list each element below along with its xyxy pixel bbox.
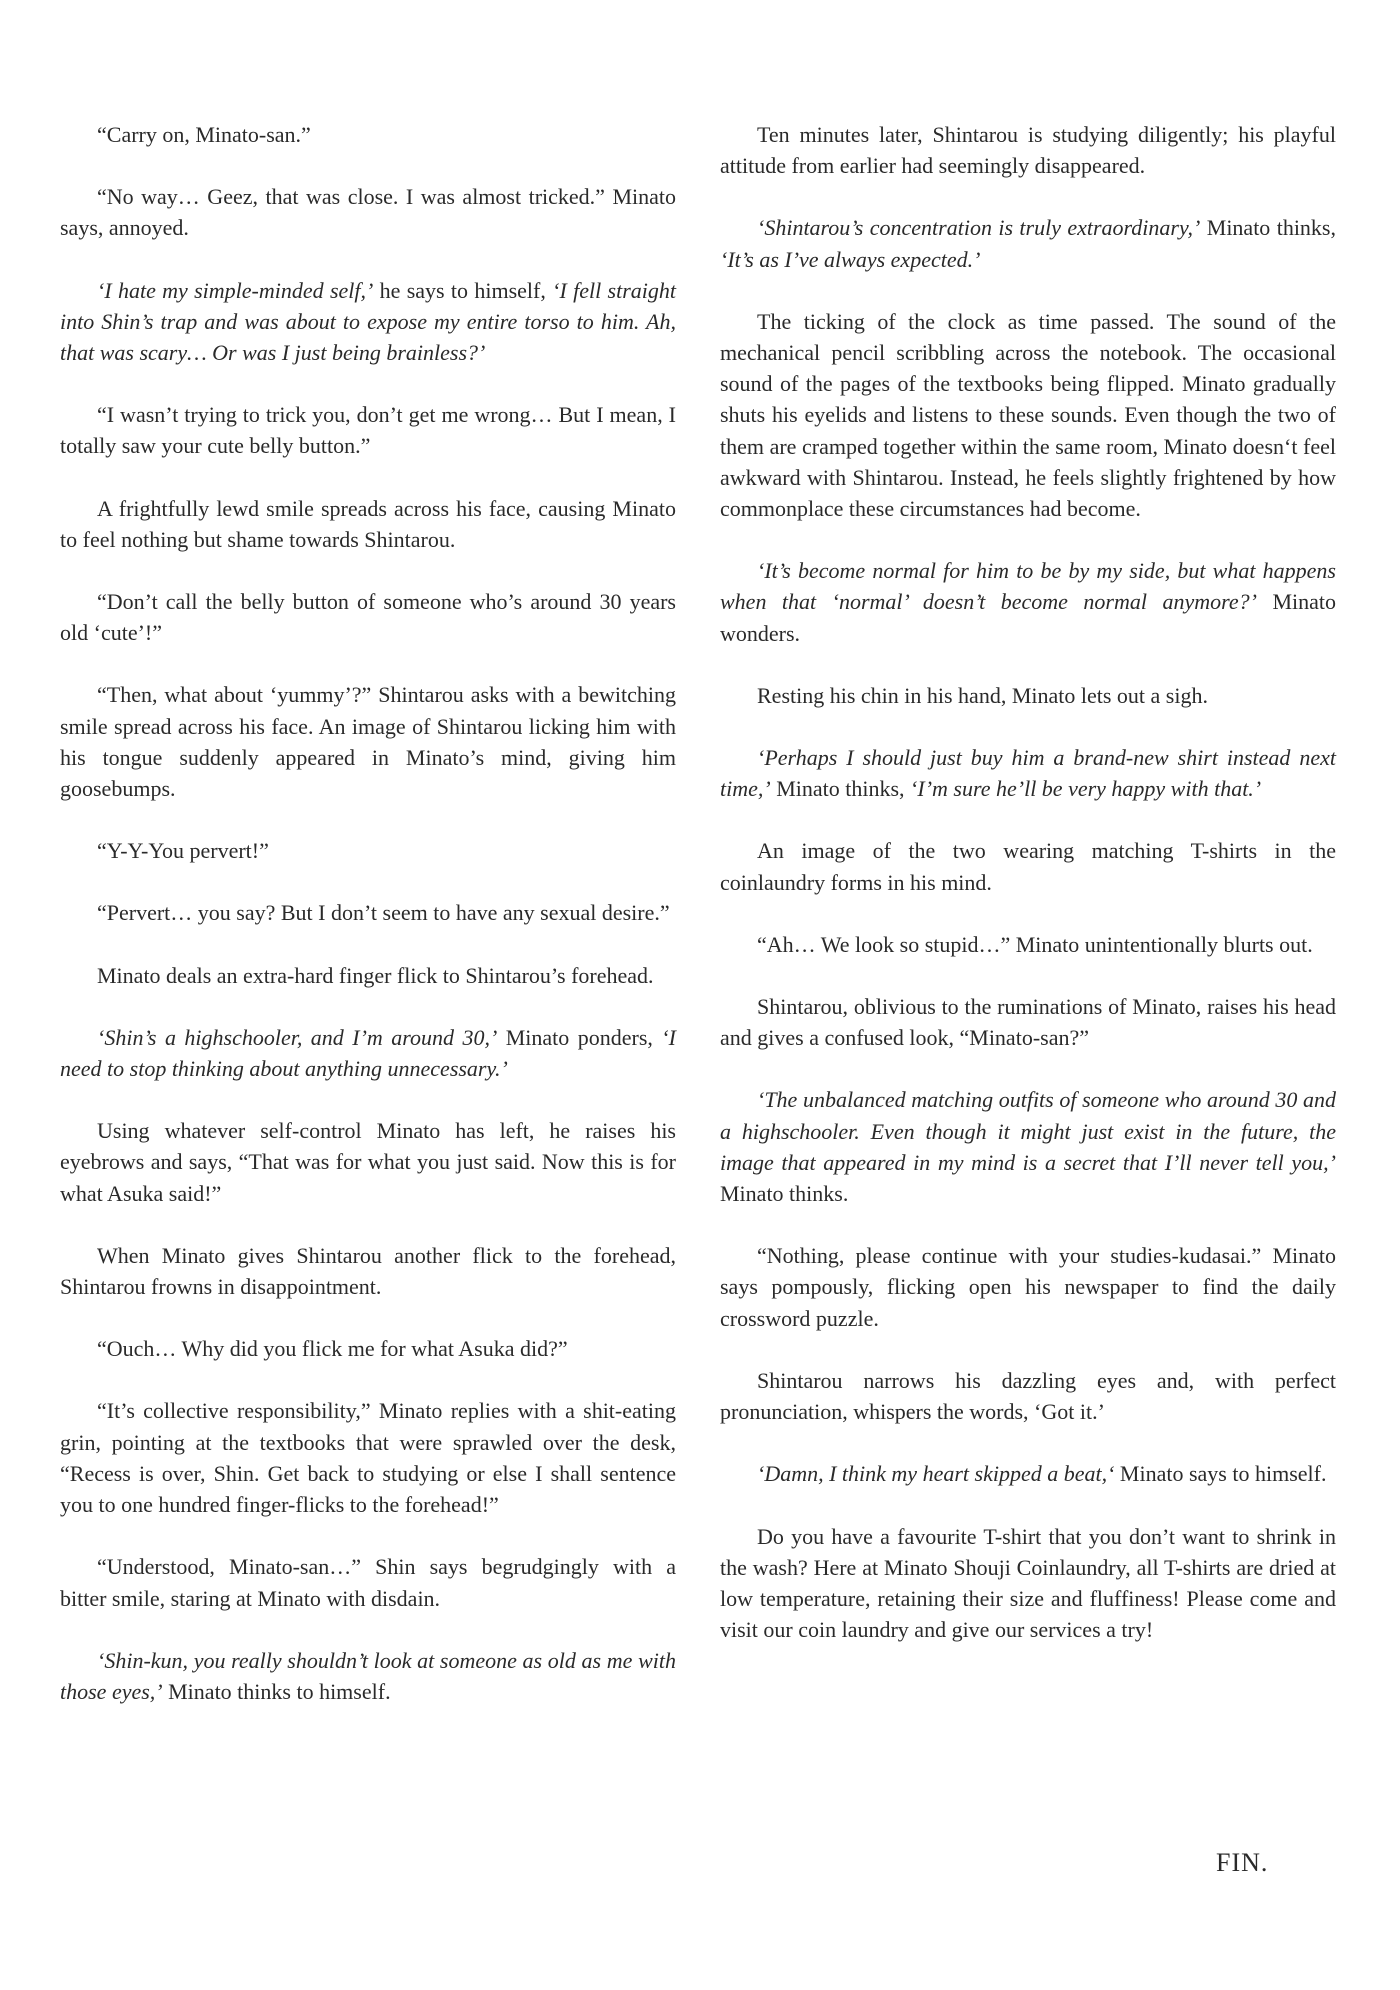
paragraph xyxy=(60,679,676,804)
paragraph xyxy=(720,119,1336,181)
narration-text: Ten minutes later, Shintarou is studying diligently; his playful attitude from earlier had seemingly disappeared. xyxy=(720,122,1336,179)
narration-text: he says to himself, xyxy=(373,277,553,303)
paragraph xyxy=(60,1333,676,1364)
paragraph xyxy=(60,399,676,461)
paragraph xyxy=(720,929,1336,960)
inner-thought-text: ‘I need to stop thinking about anything unnecessary.’ xyxy=(60,1024,677,1082)
narration-text: “Pervert… you say? But I don’t seem to have any sexual desire.” xyxy=(97,900,670,926)
narration-text: “It’s collective responsibility,” Minato replies with a shit-eating grin, pointing at the textbooks that were sprawled over the desk, “Recess is over, Shin. Get back to studying or else I shall sentence you to one hundred finger-flicks to the forehead!” xyxy=(60,1398,676,1518)
narration-text: The ticking of the clock as time passed. The sound of the mechanical pencil scribbling across the notebook. The occasional sound of the pages of the textbooks being flipped. Minato gradually shuts his eyelids and listens to these sounds. Even though the two of them are cramped together within the same room, Minato doesn‘t feel awkward with Shintarou. Instead, he feels slightly frightened by how commonplace these circumstances had become. xyxy=(720,308,1336,522)
narration-text: Do you have a favourite T-shirt that you don’t want to shrink in the wash? Here at Minato Shouji Coinlaundry, all T-shirts are dried at low temperature, retaining their size and fluffiness! Please come and visit our coin laundry and give our services a try! xyxy=(720,1523,1336,1643)
paragraph xyxy=(720,835,1336,897)
paragraph xyxy=(720,1084,1336,1209)
inner-thought-text: ‘I’m sure he’ll be very happy with that.’ xyxy=(910,776,1262,802)
narration-text: Minato ponders, xyxy=(497,1024,662,1050)
paragraph xyxy=(60,1240,676,1302)
paragraph xyxy=(60,1022,676,1084)
narration-text: Minato wonders. xyxy=(720,589,1336,646)
left-column xyxy=(60,119,676,1738)
narration-text: “No way… Geez, that was close. I was almost tricked.” Minato says, annoyed. xyxy=(60,184,676,241)
paragraph xyxy=(60,493,676,555)
narration-text: “Ah… We look so stupid…” Minato unintentionally blurts out. xyxy=(757,931,1313,957)
narration-text: Using whatever self-control Minato has left, he raises his eyebrows and says, “That was for what you just said. Now this is for what Asuka said!” xyxy=(60,1118,676,1206)
inner-thought-text: ‘Shin’s a highschooler, and I’m around 30,’ xyxy=(97,1024,498,1050)
inner-thought-text: ‘Damn, I think my heart skipped a beat,‘ xyxy=(757,1461,1115,1487)
narration-text: Shintarou, oblivious to the ruminations of Minato, raises his head and gives a confused look, “Minato-san?” xyxy=(720,994,1336,1051)
right-column xyxy=(720,119,1336,1676)
inner-thought-text: ‘Shin-kun, you really shouldn’t look at someone as old as me with those eyes,’ xyxy=(60,1647,676,1704)
paragraph xyxy=(60,1551,676,1613)
narration-text: “Carry on, Minato-san.” xyxy=(97,122,311,147)
narration-text: Minato deals an extra-hard finger flick to Shintarou’s forehead. xyxy=(97,962,654,988)
narration-text: Minato thinks. xyxy=(720,1181,849,1207)
inner-thought-text: ‘I hate my simple-minded self,’ xyxy=(97,277,374,303)
narration-text: An image of the two wearing matching T-shirts in the coinlaundry forms in his mind. xyxy=(720,838,1336,895)
narration-text: “Ouch… Why did you flick me for what Asuka did?” xyxy=(97,1336,568,1362)
narration-text: Minato thinks, xyxy=(770,776,911,802)
narration-text: A frightfully lewd smile spreads across his face, causing Minato to feel nothing but shame towards Shintarou. xyxy=(60,495,676,552)
paragraph xyxy=(60,1115,676,1209)
paragraph xyxy=(60,897,676,928)
inner-thought-text: ‘Shintarou’s concentration is truly extraordinary,’ xyxy=(757,215,1201,241)
inner-thought-text: ‘It’s as I’ve always expected.’ xyxy=(720,246,981,272)
paragraph xyxy=(60,1645,676,1707)
narration-text: Minato thinks, xyxy=(1200,215,1336,241)
paragraph xyxy=(720,1365,1336,1427)
narration-text: Minato thinks to himself. xyxy=(162,1678,391,1704)
end-marker: FIN. xyxy=(1216,1848,1269,1877)
paragraph xyxy=(60,181,676,243)
narration-text: “Then, what about ‘yummy’?” Shintarou asks with a bewitching smile spread across his face. An image of Shintarou licking him with his tongue suddenly appeared in Minato’s mind, giving him goosebumps. xyxy=(60,682,676,802)
paragraph xyxy=(720,1458,1336,1489)
paragraph xyxy=(60,119,676,150)
inner-thought-text: ‘Perhaps I should just buy him a brand-new shirt instead next time,’ xyxy=(720,745,1336,802)
paragraph xyxy=(720,306,1336,524)
inner-thought-text: ‘It’s become normal for him to be by my side, but what happens when that ‘normal’ doesn’t become normal anymore?’ xyxy=(720,558,1336,615)
narration-text: “Nothing, please continue with your studies-kudasai.” Minato says pompously, flicking open his newspaper to find the daily crossword puzzle. xyxy=(720,1243,1336,1331)
inner-thought-text: ‘The unbalanced matching outfits of someone who around 30 and a highschooler. Even though it might just exist in the future, the image that appeared in my mind is a secret that I’ll never tell you,’ xyxy=(720,1087,1336,1175)
paragraph xyxy=(60,835,676,866)
narration-text: Resting his chin in his hand, Minato lets out a sigh. xyxy=(757,682,1208,708)
paragraph xyxy=(60,275,676,369)
inner-thought-text: ‘I fell straight into Shin’s trap and was about to expose my entire torso to him. Ah, that was scary… Or was I just being brainless?’ xyxy=(60,277,676,366)
paragraph xyxy=(720,212,1336,274)
paragraph xyxy=(720,991,1336,1053)
paragraph xyxy=(720,555,1336,649)
narration-text: “Y-Y-You pervert!” xyxy=(97,838,269,864)
narration-text: Shintarou narrows his dazzling eyes and, with perfect pronunciation, whispers the words, ‘Got it.’ xyxy=(720,1367,1336,1425)
paragraph xyxy=(720,680,1336,711)
narration-text: “I wasn’t trying to trick you, don’t get me wrong… But I mean, I totally saw your cute belly button.” xyxy=(60,402,676,459)
narration-text: “Understood, Minato-san…” Shin says begrudgingly with a bitter smile, staring at Minato with disdain. xyxy=(60,1554,676,1611)
paragraph xyxy=(720,742,1336,804)
paragraph xyxy=(720,1521,1336,1646)
paragraph xyxy=(60,960,676,991)
paragraph xyxy=(60,1395,676,1520)
narration-text: When Minato gives Shintarou another flick to the forehead, Shintarou frowns in disappointment. xyxy=(60,1242,676,1300)
narration-text: “Don’t call the belly button of someone who’s around 30 years old ‘cute’!” xyxy=(60,589,676,646)
paragraph xyxy=(60,586,676,648)
narration-text: Minato says to himself. xyxy=(1114,1461,1327,1487)
paragraph xyxy=(720,1240,1336,1334)
